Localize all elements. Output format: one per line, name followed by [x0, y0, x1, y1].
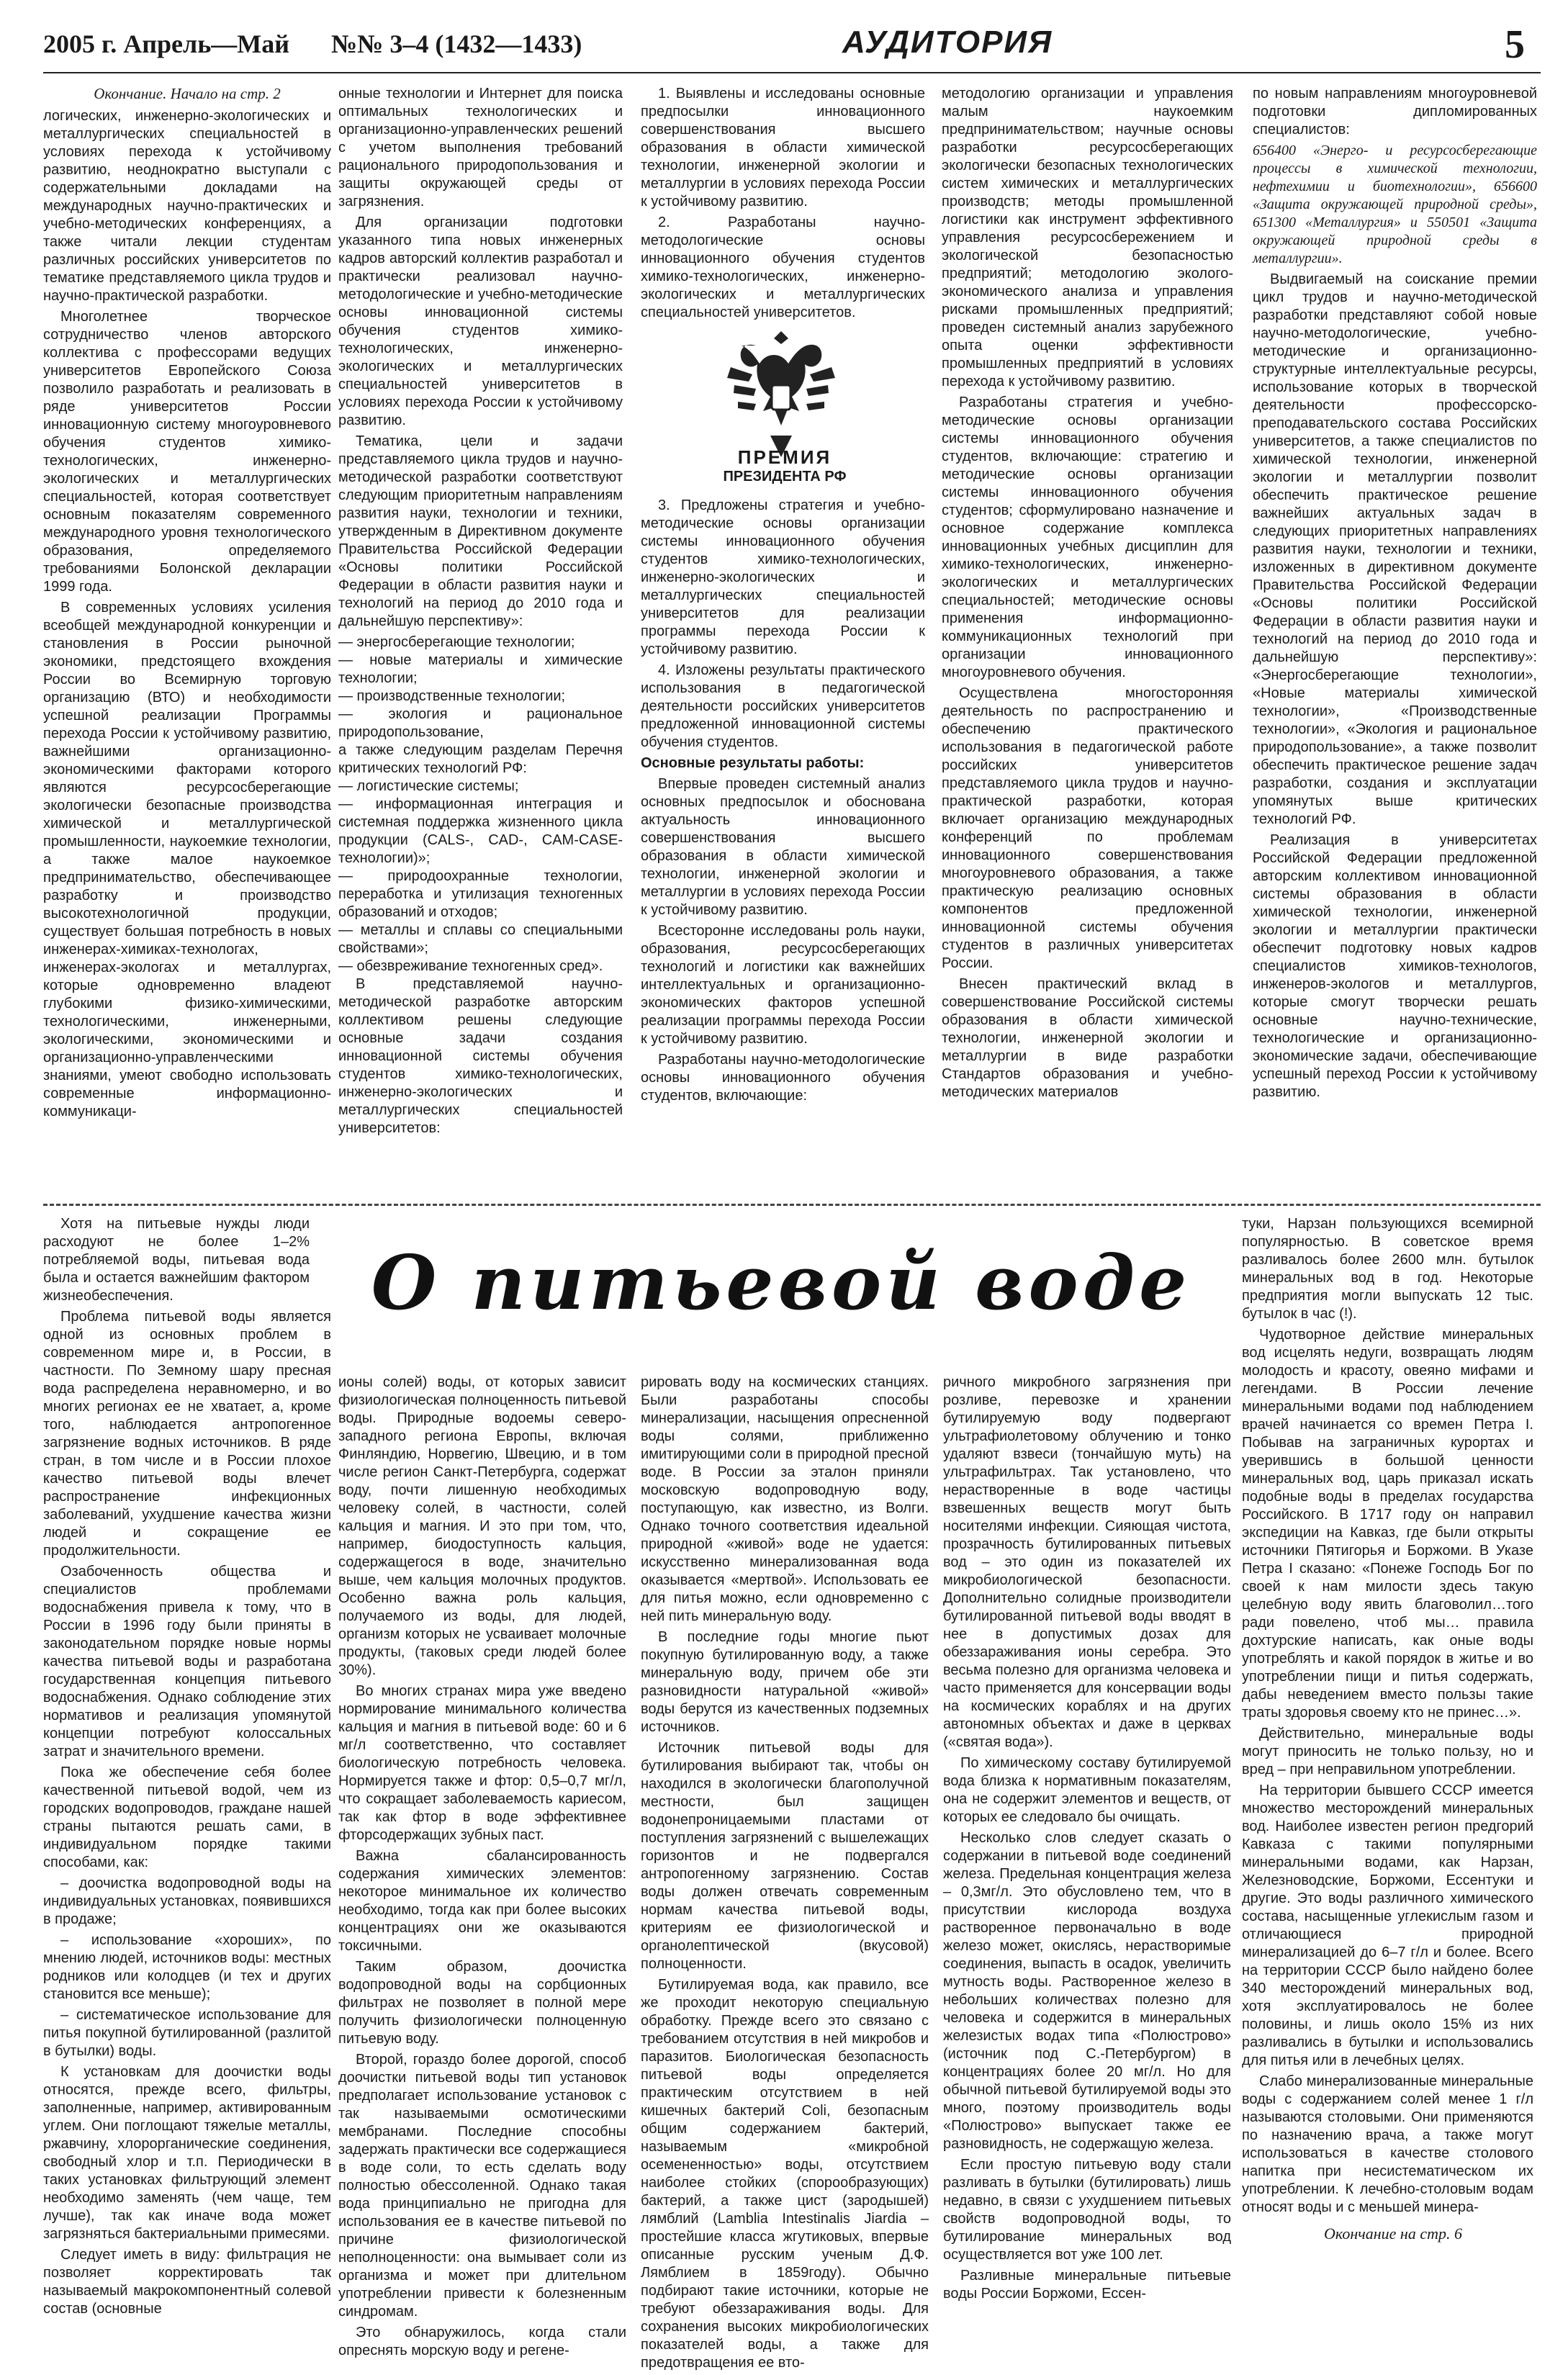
paragraph: Для организации подготовки указанного типа новых инженерных кадров авторский коллектив разработал и практически реализовал научно-методологические и учебно-методические основы инновационной системы обучения студентов химико-технологических, инженерно-экологических и металлургических специальностей университетов в условиях перехода России к устойчивому развитию.: [338, 215, 623, 428]
paragraph: Разработаны стратегия и учебно-методические основы организации системы инновационного обучения студентов, включающие: стратегию и методические основы организации системы инновационного обучения студентов; сформулировано назначение и основное содержание комплекса инновационных учебных дисциплин для химико-технологических, инженерно-экологических и металлургических специальностей; методические основы применения информационно-коммуникационных технологий при организации инновационного многоуровневого обучения.: [942, 395, 1233, 680]
paragraph: ричного микробного загрязнения при розливе, перевозке и хранении бутилируемую воду подвергают ультрафиолетовому облучению и тонко удаляют взвеси (тончайшую муть) на ультрафильтрах. Так установлено, что нерастворенные в воде частицы взвешенных веществ могут быть носителями инфекции. Сияющая чистота, прозрачность бутилированных питьевых вод – это один из показателей их микробиологической безопасности. Дополнительно солидные производители бутилированной питьевой воды вводят в нее в допустимых дозах для обеззараживания ионы серебра. Это весьма полезно для организма человека и часто применяется для консервации воды на космических кораблях и на других автономных объектах и даже в церквах («святая вода»).: [943, 1374, 1231, 1750]
paragraph: туки, Нарзан пользующихся всемирной популярностью. В советское время разливалось более 2600 млн. бутылок минеральных вод в год. Некоторые предприятия могли выпускать 12 тыс. бутылок в час (!).: [1242, 1216, 1533, 1322]
bottom-column-4: [943, 1374, 1231, 2306]
paragraph: Бутилируемая вода, как правило, все же проходит некоторую специальную обработку. Прежде всего это связано с требованием отсутствия в ней микробов и паразитов. Биологическая безопасность питьевой воды определяется практическим отсутствием в ней кишечных бактерий Coli, безопасным общим содержанием бактерий, называемым «микробной осемененностью» воды, отсутствием наиболее стойких (спорообразующих) бактерий, а также цист (зародышей) лямблий (Lamblia Intestinalis Jiardia – простейшие класса жгутиковых, впервые описанные русским ученым Д.Ф. Лямблием в 1859году). Обычно подбирают такие источники, которые не требуют обеззараживания воды. Для сохранения высоких микробиологических показателей воды, а также для предотвращения ее вто-: [641, 1977, 929, 2371]
paragraph: Многолетнее творческое сотрудничество членов авторского коллектива с профессорами ведущих университетов Европейского Союза позволило разработать и реализовать в ряде университетов России инновационную систему многоуровневого обучения студентов химико-технологических, инженерно-экологических и металлургических специальностей, которая соответствует основным показателям современного международного уровня технологического образования, определяемого требованиями Болонской декларации 1999 года.: [43, 309, 331, 595]
specialty-list: 656400 «Энерго- и ресурсосберегающие процессы в химической технологии, нефтехимии и биотехнологии», 656600 «Защита окружающей природной среды», 651300 «Металлургия» и 550501 «Защита окружающей природной среды в металлургии».: [1253, 143, 1537, 266]
paragraph: логических, инженерно-экологических и металлургических специальностей в условиях перехода к устойчивому развитию, неоднократно выступали с содержательными докладами на международных научно-практических и учебно-методических конференциях, а также читали лекции студентам различных российских университетов по тематике представляемого цикла трудов и научно-практической разработки.: [43, 108, 331, 304]
paragraph: по новым направлениям многоуровневой подготовки дипломированных специалистов:: [1253, 86, 1537, 138]
paragraph: 1. Выявлены и исследованы основные предпосылки инновационного совершенствования высшего образования в области химической технологии, инженерной экологии и металлургии в условиях перехода России к устойчивому развитию.: [641, 86, 925, 209]
results-heading: Основные результаты работы:: [641, 755, 865, 771]
paragraph: рировать воду на космических станциях. Были разработаны способы минерализации, насыщения опресненной воды солями, приближенно имитирующими соли в природной пресной воде. В России за эталон приняли московскую водопроводную воду, поступающую, как известно, из Волги. Однако точного соответствия идеальной природной «живой» воде не удается: искусственно минерализованная вода оказывается «мертвой». Использовать ее для питья можно, если одновременно с ней пить минеральную воду.: [641, 1374, 929, 1624]
header-divider: [43, 72, 1541, 73]
page-number: 5: [1505, 22, 1525, 67]
paragraph: Впервые проведен системный анализ основных предпосылок и обоснована актуальность инновационного совершенствования высшего образования в области химической технологии, инженерной экологии и металлургии в условиях перехода России к устойчивому развитию.: [641, 776, 925, 918]
paragraph: Важна сбалансированность содержания химических элементов: некоторое минимальное их количество необходимо, тогда как при более высоких концентрациях они же оказываются токсичными.: [338, 1848, 626, 1954]
paragraph: Источник питьевой воды для бутилирования выбирают так, чтобы он находился в экологически благополучной местности, был защищен водонепроницаемыми пластами от поступления загрязнений с вышележащих горизонтов и не подвергался антропогенному загрязнению. Состав воды должен отвечать современным нормам качества питьевой воды, критериям ее физиологической и органолептической (вкусовой) полноценности.: [641, 1740, 929, 1972]
paragraph: Тематика, цели и задачи представляемого цикла трудов и научно-методической разработки соответствуют следующим приоритетным направлениям развития науки, технологии и техники, утвержденным в Директивном документе Правительства Российской Федерации «Основы политики Российской Федерации в области развития науки и технологий на период до 2010 года и дальнейшую перспективу»:: [338, 433, 623, 629]
list-item: — обезвреживание техногенных сред».: [338, 958, 603, 974]
paragraph: 2. Разработаны научно-методологические основы инновационного обучения студентов химико-технологических, инженерно-экологических и металлургических специальностей университетов.: [641, 215, 925, 320]
page-header: [43, 22, 1541, 72]
list-item: — энергосберегающие технологии;: [338, 634, 575, 650]
paragraph: Если простую питьевую воду стали разливать в бутылки (бутилировать) лишь недавно, в связи с ухудшением питьевых свойств водопроводной воды, то бутилирование минеральных вод осуществляется вот уже 100 лет.: [943, 2157, 1231, 2263]
paragraph: По химическому составу бутилируемой вода близка к нормативным показателям, она не содержит элементов и веществ, от которых ее следовало бы очищать.: [943, 1755, 1231, 1825]
paragraph: В последние годы многие пьют покупную бутилированную воду, а также минеральную воду, причем обе эти разновидности натуральной «живой» воды берутся из качественных подземных источников.: [641, 1629, 929, 1735]
list-item: — новые материалы и химические технологии;: [338, 652, 623, 686]
paragraph: Всесторонне исследованы роль науки, образования, ресурсосберегающих технологий и логистики как важнейших интеллектуальных и организационно-экономических факторов успешной реализации программы перехода России к устойчивому развитию.: [641, 923, 925, 1047]
paragraph: Пока же обеспечение себя более качественной питьевой водой, чем из городских водопроводов, граждане нашей страны пытаются решать сами, в индивидуальном порядке такими способами, как:: [43, 1765, 331, 1870]
bottom-column-5: [1242, 1215, 1533, 2219]
paragraph: Несколько слов следует сказать о содержании в питьевой воде соединений железа. Предельная концентрация железа – 0,3мг/л. Это обусловлено тем, что в присутствии кислорода воздуха растворенное первоначально в воде железо может, окислясь, нерастворимые соединения, выпасть в осадок, увеличить мутность воды. Растворенное железо в небольших количествах полезно для человека и содержится в минеральных железистых водах типа «Полюстрово» (источник под С.-Петербургом) в концентрациях более 20 мг/л. Но для обычной питьевой бутилируемой воды это много, поэтому производитель воды «Полюстрово» выпускает также ее разновидность, не содержащую железа.: [943, 1830, 1231, 2152]
list-item: – систематическое использование для питья покупной бутилированной (разлитой в бутылки) воды.: [43, 2007, 331, 2059]
paragraph: На территории бывшего СССР имеется множество месторождений минеральных вод. Наиболее известен регион предгорий Кавказа с такими популярными минеральными водами, как Нарзан, Железноводские, Боржоми, Ессентуки и другие. Это воды различного химического состава, насыщенные углекислым газом и отличающиеся природной минерализацией до 6–7 г/л и более. Всего на территории СССР было найдено более 340 месторождений минеральных вод, хотя эксплуатировалось не более половины, и лишь около 15% из них разливались в бутылки и использовались для питья или в лечебных целях.: [1242, 1783, 1533, 2068]
paragraph: В современных условиях усиления всеобщей международной конкуренции и становления в России рыночной экономики, предстоящего вхождения России во Всемирную торговую организацию (ВТО) и необходимости успешной реализации Программы перехода России к устойчивому развитию, важнейшими организационно-экономическими факторами которого являются ресурсосберегающие экологически безопасные производства химической и металлургической промышленности, наукоемкие технологии, а также малое наукоемкое предпринимательство, обеспечивающее разработку и производство высокотехнологичной продукции, существует большая потребность в новых инженерах-химиках-технологах, инженерах-экологах и металлургах, которые одновременно владеют глубокими физико-химическими, технологическими, инженерными, экологическими, экономическими и организационно-управленческими знаниями, умеют свободно использовать современные информационно-коммуникаци-: [43, 600, 331, 1119]
paragraph: Это обнаружилось, когда стали опреснять морскую воду и регене-: [338, 2325, 626, 2358]
list-item: — производственные технологии;: [338, 688, 566, 704]
critical-tech-list: [338, 778, 623, 975]
list-item: — металлы и сплавы со специальными свойствами»;: [338, 922, 623, 956]
priority-list: [338, 634, 623, 742]
continued-on-note: Окончание на стр. 6: [1324, 2225, 1462, 2243]
top-column-4: [942, 85, 1233, 1104]
prize-title: ПРЕМИЯ: [737, 446, 832, 468]
paragraph: Внесен практический вклад в совершенствование Российской системы образования в области химической технологии, инженерной экологии и металлургии в виде разработки Стандартов образования и учебно-методических материалов: [942, 976, 1233, 1100]
top-column-3: [641, 85, 925, 325]
list-item: — информационная интеграция и системная поддержка жизненного цикла продукции (CALS-, CAD-, CAM-CASE-технологии)»;: [338, 796, 623, 866]
continued-note: Окончание. Начало на стр. 2: [94, 85, 281, 102]
president-prize-label: [677, 446, 893, 485]
paragraph: Реализация в университетах Российской Федерации предложенной авторским коллективом инновационной системы образования в области химической технологии, инженерной экологии и металлургии практически обеспечит подготовку новых кадров специалистов химиков-технологов, инженеров-экологов и металлургов, которые смогут творчески решать основные научно-технические, технологические и организационно-экономические задачи, обеспечивающие успешный переход России к устойчивому развитию.: [1253, 832, 1537, 1100]
top-column-3b: [641, 497, 925, 1108]
list-item: — логистические системы;: [338, 778, 519, 794]
list-item: — экология и рациональное природопользование,: [338, 706, 623, 740]
paragraph: Следует иметь в виду: фильтрация не позволяет корректировать так называемый макрокомпонентный солевой состав (основные: [43, 2247, 331, 2317]
paragraph: 4. Изложены результаты практического использования в педагогической деятельности российских университетов предложенной инновационной системы обучения студентов.: [641, 662, 925, 750]
paragraph: Выдвигаемый на соискание премии цикл трудов и научно-методической разработки представляют собой новые научно-методологические, учебно-методические и организационно-структурные интеллектуальные ресурсы, использование которых в творческой деятельности профессорско-преподавательского состава Российских университетов, а также специалистов по химической технологии, инженерной экологии и металлургии позволит обеспечить практическое решение важнейших актуальных задач в следующих приоритетных направлениях развития науки, технологии и техники, изложенных в директивном документе Правительства Российской Федерации «Основы политики Российской Федерации в области развития науки и технологий на период до 2010 года и дальнейшую перспективу»: «Энергосберегающие технологии», «Новые материалы химической технологии», «Производственные технологии», «Экология и рациональное природопользование», а также позволит обеспечить практическое решение задач разработки, создания и эксплуатации упомянутых выше критических технологий РФ.: [1253, 271, 1537, 827]
double-headed-eagle-icon: [720, 317, 842, 468]
issue-date: 2005 г. Апрель—Май: [43, 30, 289, 58]
paragraph: Слабо минерализованные минеральные воды с содержанием солей менее 1 г/л называются столовыми. Они применяются по назначению врача, а также могут использоваться в качестве столового напитка при несистематическом их употреблении. К лечебно-столовым водам относят воды и с меньшей минера-: [1242, 2073, 1533, 2215]
paragraph: Проблема питьевой воды является одной из основных проблем в современном мире и, в России, в частности. По Земному шару пресная вода распределена неравномерно, и во многих регионах ее не хватает, а, кроме того, наблюдается антропогенное загрязнение водных источников. В ряде стран, в том числе и в России плохое качество питьевой воды влечет распространение инфекционных заболеваний, ухудшение качества жизни людей и сокращение ее продолжительности.: [43, 1309, 331, 1559]
top-column-5: [1253, 85, 1537, 1104]
bottom-column-2: [338, 1374, 626, 2363]
list-item: – использование «хороших», по мнению людей, источников воды: местных родников или колодцев (и тех и других становится все меньше);: [43, 1932, 331, 2002]
paragraph: Действительно, минеральные воды могут приносить не только пользу, но и вред – при неправильном употреблении.: [1242, 1726, 1533, 1777]
paragraph: В представляемой научно-методической разработке авторским коллективом решены следующие основные задачи создания инновационной системы обучения студентов химико-технологических, инженерно-экологических и металлургических специальностей университетов:: [338, 976, 623, 1136]
article-title: О питьевой воде: [371, 1238, 1191, 1327]
paragraph: К установкам для доочистки воды относятся, прежде всего, фильтры, заполненные, например, активированным углем. Они поглощают тяжелые металлы, ржавчину, хлорорганические соединения, свободный хлор и т.п. Периодически в таких установках фильтрующий элемент необходимо заменять (чем чаще, тем лучше), так как иначе вода может загрязняться бактериальными примесями.: [43, 2064, 331, 2242]
top-column-2: [338, 85, 623, 1140]
top-column-1: [43, 85, 331, 1124]
paragraph: ионы солей) воды, от которых зависит физиологическая полноценность питьевой воды. Природные водоемы северо-западного региона Европы, включая Финляндию, Норвегию, Швецию, и в том числе регион Санкт-Петербурга, содержат воду, почти лишенную необходимых человеку солей, в частности, солей кальция и магния. И это при том, что, например, биодоступность кальция, содержащегося в воде, значительно выше, чем кальция молочных продуктов. Особенно важна роль кальция, получаемого из воды, для людей, организм которых не усваивает молочные продукты, (таковых среди людей более 30%).: [338, 1374, 626, 1678]
bottom-column-1: [43, 1215, 331, 2321]
article-divider: [43, 1204, 1541, 1206]
prize-subtitle: ПРЕЗИДЕНТА РФ: [723, 469, 847, 485]
bottom-column-3: [641, 1374, 929, 2375]
list-item: — природоохранные технологии, переработка и утилизация техногенных образований и отходов;: [338, 868, 623, 920]
paragraph: Озабоченность общества и специалистов проблемами водоснабжения привела к тому, что в России в 1996 году были приняты в законодательном порядке новые нормы качества питьевой воды и разработана государственная концепция питьевого водоснабжения. Однако соблюдение этих нормативов и реализация упомянутой концепции потребуют колоссальных затрат и значительного времени.: [43, 1564, 331, 1759]
paragraph: 3. Предложены стратегия и учебно-методические основы организации системы инновационного обучения студентов химико-технологических, инженерно-экологических и металлургических специальностей университетов для реализации программы перехода России к устойчивому развитию.: [641, 497, 925, 657]
paragraph: Хотя на питьевые нужды люди расходуют не более 1–2% потребляемой воды, питьевая вода была и остается важнейшим фактором жизнеобеспечения.: [43, 1216, 310, 1304]
paragraph: Разливные минеральные питьевые воды России Боржоми, Ессен-: [943, 2268, 1231, 2302]
paragraph: онные технологии и Интернет для поиска оптимальных технологических и организационно-управленческих решений с учетом выполнения требований рационального природопользования и защиты окружающей среды от загрязнения.: [338, 86, 623, 209]
newspaper-logo: АУДИТОРИЯ: [842, 24, 1053, 60]
paragraph: Разработаны научно-методологические основы инновационного обучения студентов, включающие:: [641, 1052, 925, 1104]
paragraph: методологию организации и управления малым наукоемким предпринимательством; научные основы разработки ресурсосберегающих экологически безопасных технологических систем химических и металлургических производств; методы промышленной логистики как инструмент эффективного управления ресурсосбережением и экологической безопасностью предприятий; методологию эколого-экономического анализа и управления рисками промышленных предприятий; проведен системный анализ зарубежного опыта оценки эффективности промышленных предприятий в условиях перехода к устойчивому развитию.: [942, 86, 1233, 389]
list-item: – доочистка водопроводной воды на индивидуальных установках, появившихся в продаже;: [43, 1875, 331, 1927]
issue-number: №№ 3–4 (1432—1433): [331, 30, 582, 58]
paragraph: Таким образом, доочистка водопроводной воды на сорбционных фильтрах не позволяет в полной мере получить физиологически полноценную питьевую воду.: [338, 1959, 626, 2047]
paragraph: Чудотворное действие минеральных вод исцелять недуги, возвращать людям молодость и красоту, овеяно мифами и легендами. В России лечение минеральными водами под наблюдением врачей начинается со времен Петра I. Побывав на заграничных курортах и уверившись в большой ценности минеральных вод, царь приказал искать подобные воды в пределах государства Российского. В 1717 году он направил экспедиции на Кавказ, где были открыты источники Пятигорья и Боржоми. В Указе Петра I сказано: «Понеже Господь Бог по своей к нам милости здесь такую целебную воду явить благоволил…того ради повелено, чтоб мы… правила дохтурские написать, как оные воды употреблять и какой порядок в житье и во употреблении пищи и питья содержать, дабы неведением вместо пользы такие траты здоровья своему кто не принес…».: [1242, 1327, 1533, 1721]
paragraph: Второй, гораздо более дорогой, способ доочистки питьевой воды тип установок предполагает использование установок с так называемыми осмотическими мембранами. Последние способны задержать практически все содержащиеся в воде соли, то есть сделать воду полностью обессоленной. Однако такая вода принципиально не пригодна для использования ее в качестве питьевой по причине физиологической неполноценности: она вымывает соли из организма и может при длительном употреблении привести к болезненным синдромам.: [338, 2052, 626, 2320]
paragraph: Осуществлена многосторонняя деятельность по распространению и обеспечению практического использования в педагогической работе российских университетов представляемого цикла трудов и научно-практической разработки, которая включает организацию международных конференций по проблемам инновационного совершенствования многоуровневого образования, а также практическую реализацию основных компонентов предложенной инновационной системы обучения студентов в различных университетах России.: [942, 685, 1233, 971]
paragraph: Во многих странах мира уже введено нормирование минимального количества кальция и магния в питьевой воде: 60 и 6 мг/л соответственно, что составляет биологическую потребность человека. Нормируется также и фтор: 0,5–0,7 мг/л, что сокращает заболеваемость кариесом, так как фтор в воде эффективнее фторсодержащих зубных паст.: [338, 1683, 626, 1843]
paragraph: а также следующим разделам Перечня критических технологий РФ:: [338, 742, 623, 776]
